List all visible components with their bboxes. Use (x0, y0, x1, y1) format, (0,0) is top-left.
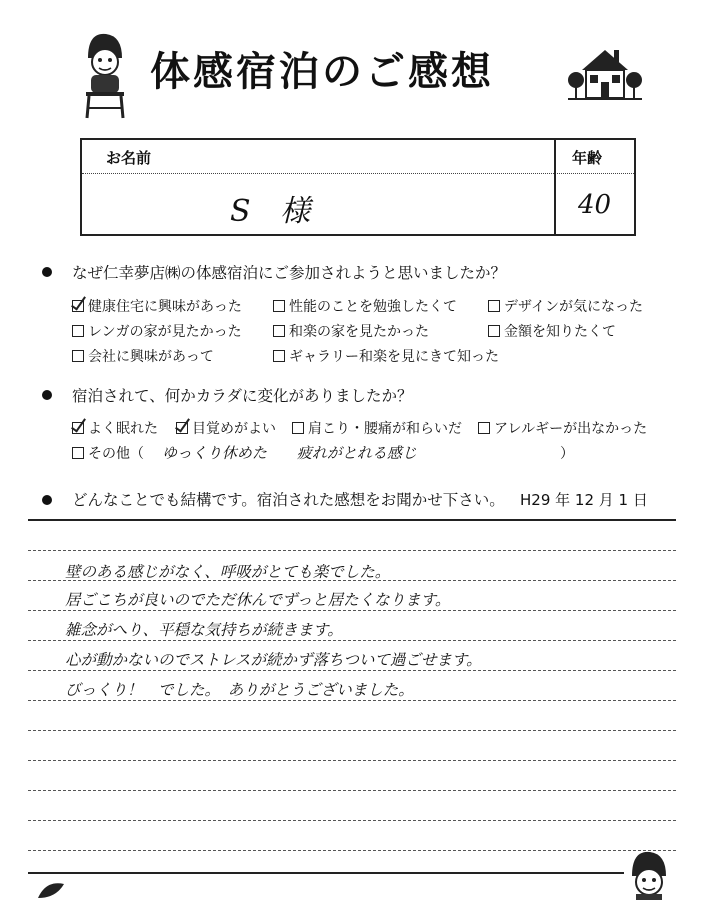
bullet-icon (42, 267, 52, 277)
bullet-icon (42, 495, 52, 505)
ruled-line (28, 670, 676, 671)
q2-option[interactable]: 目覚めがよい (176, 418, 276, 438)
name-value: S 様 (230, 194, 321, 229)
q1-option[interactable]: 性能のことを勉強したくて (273, 296, 457, 316)
mascot-illustration (78, 28, 132, 120)
checkbox-icon[interactable] (72, 422, 84, 434)
q1-option[interactable]: 健康住宅に興味があった (72, 296, 242, 316)
comment-line: 壁のある感じがなく、呼吸がとても楽でした。 (65, 563, 391, 581)
name-label: お名前 (106, 149, 152, 167)
question-3: どんなことでも結構です。宿泊された感想をお聞かせ下さい。 (72, 491, 505, 509)
q1-option[interactable]: 会社に興味があって (72, 346, 214, 366)
checkbox-icon[interactable] (72, 325, 84, 337)
comment-line: 雑念がへり、平穏な気持ちが続きます。 (65, 621, 343, 639)
comment-line: びっくり！ でした。 ありがとうございました。 (65, 681, 414, 699)
checkbox-icon[interactable] (292, 422, 304, 434)
q2-option[interactable]: よく眠れた (72, 418, 158, 438)
checkbox-icon[interactable] (273, 300, 285, 312)
q2-option[interactable]: アレルギーが出なかった (478, 418, 647, 438)
checkbox-icon[interactable] (72, 447, 84, 459)
checkbox-icon[interactable] (273, 350, 285, 362)
q1-option[interactable]: デザインが気になった (488, 296, 643, 316)
ruled-line (28, 550, 676, 551)
q2-option[interactable]: 肩こり・腰痛が和らいだ (292, 418, 462, 438)
checkbox-icon[interactable] (478, 422, 490, 434)
checkbox-icon[interactable] (72, 350, 84, 362)
name-age-box (80, 138, 636, 236)
comment-line: 居ごこちが良いのでただ休んでずっと居たくなります。 (65, 591, 451, 609)
house-illustration (568, 46, 642, 102)
checkbox-icon[interactable] (488, 325, 500, 337)
ruled-line (28, 820, 676, 821)
divider (28, 519, 676, 521)
q2-other-option[interactable]: その他（ (72, 443, 144, 463)
ruled-line (28, 700, 676, 701)
question-2: 宿泊されて、何かカラダに変化がありましたか？ (72, 387, 413, 405)
divider (28, 872, 624, 874)
leaf-icon (36, 880, 66, 900)
question-1: なぜ仁幸夢店㈱の体感宿泊にご参加されようと思いましたか？ (72, 264, 507, 282)
ruled-line (28, 730, 676, 731)
q1-option[interactable]: ギャラリー和楽を見にきて知った (273, 346, 499, 366)
ruled-line (28, 790, 676, 791)
checkbox-icon[interactable] (72, 300, 84, 312)
checkbox-icon[interactable] (488, 300, 500, 312)
q1-option[interactable]: レンガの家が見たかった (72, 321, 242, 341)
bullet-icon (42, 390, 52, 400)
ruled-line (28, 640, 676, 641)
q1-option[interactable]: 金額を知りたくて (488, 321, 616, 341)
response-date: H29 年 12 月 1 日 (520, 491, 648, 509)
ruled-line (28, 850, 676, 851)
page-title: 体感宿泊のご感想 (150, 49, 494, 95)
mascot-illustration (624, 848, 674, 900)
age-label: 年齢 (572, 149, 603, 167)
q1-option[interactable]: 和楽の家を見たかった (273, 321, 429, 341)
age-value: 40 (578, 190, 612, 220)
checkbox-icon[interactable] (176, 422, 188, 434)
ruled-line (28, 760, 676, 761)
comment-line: 心が動かないのでストレスが続かず落ちついて過ごせます。 (65, 651, 482, 669)
q2-other-close: ） (560, 446, 574, 462)
checkbox-icon[interactable] (273, 325, 285, 337)
q2-other-value: ゆっくり休めた 疲れがとれる感じ (162, 444, 417, 462)
ruled-line (28, 610, 676, 611)
